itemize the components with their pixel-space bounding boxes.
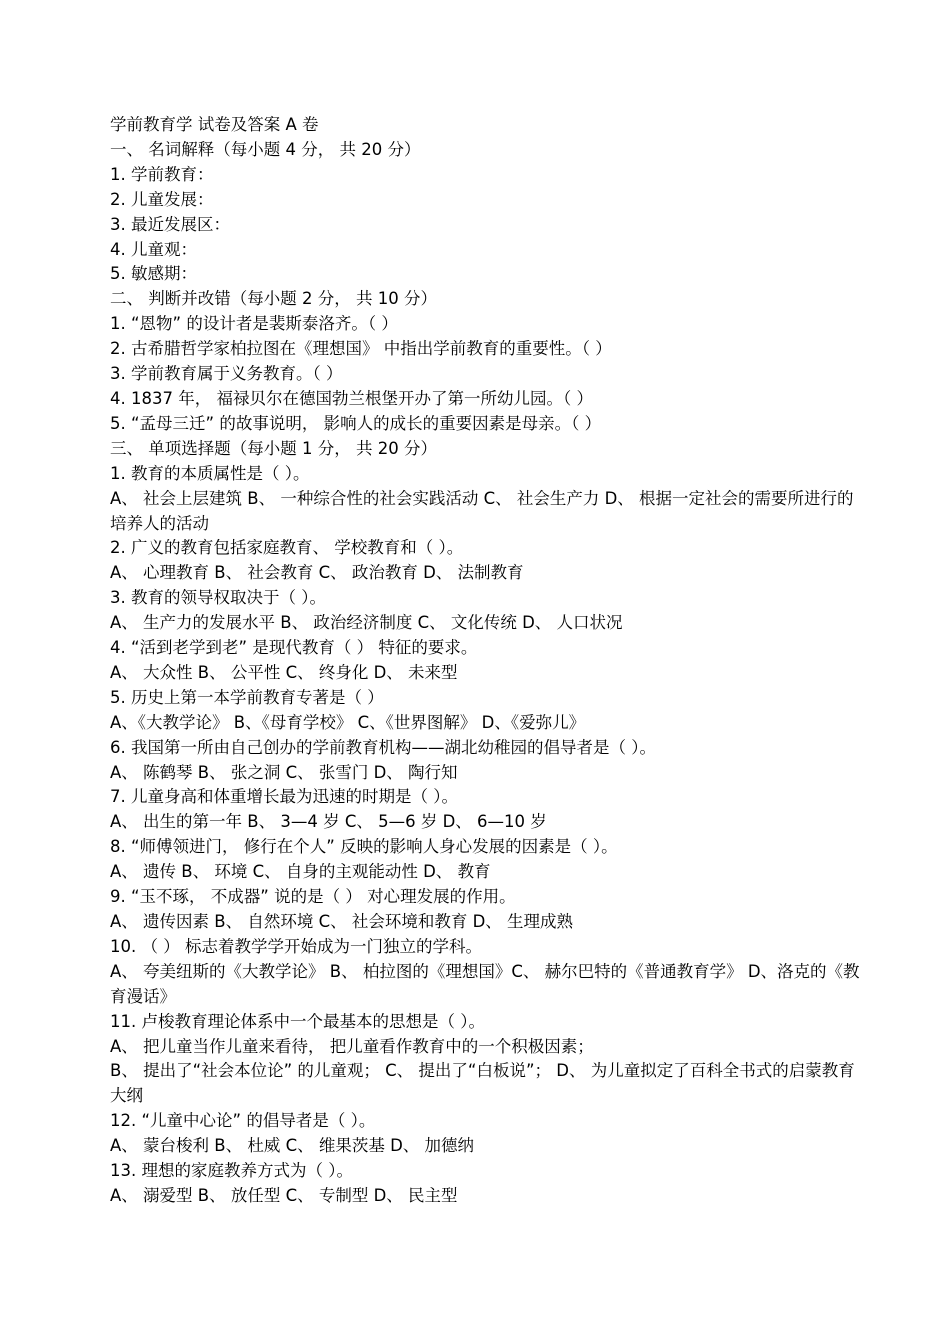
judgment-item: 2. 古希腊哲学家柏拉图在《理想国》 中指出学前教育的重要性。（ ） (110, 339, 612, 359)
section-2-heading: 二、 判断并改错（每小题 2 分， 共 10 分） (110, 289, 437, 309)
question-options: A、 生产力的发展水平 B、 政治经济制度 C、 文化传统 D、 人口状况 (110, 613, 623, 633)
question-text: 12. “儿童中心论” 的倡导者是（ ）。 (110, 1111, 376, 1131)
term-item: 1. 学前教育： (110, 164, 214, 184)
judgment-item: 4. 1837 年， 福禄贝尔在德国勃兰根堡开办了第一所幼儿园。（ ） (110, 388, 593, 408)
question-options: A、 溺爱型 B、 放任型 C、 专制型 D、 民主型 (110, 1185, 458, 1205)
question-options: A、 心理教育 B、 社会教育 C、 政治教育 D、 法制教育 (110, 563, 524, 583)
question-text: 7. 儿童身高和体重增长最为迅速的时期是（ ）。 (110, 787, 458, 807)
judgment-item: 1. “恩物” 的设计者是裴斯泰洛齐。（ ） (110, 314, 398, 334)
question-options: A、 把儿童当作儿童来看待， 把儿童看作教育中的一个积极因素； (110, 1036, 594, 1056)
question-text: 9. “玉不琢， 不成器” 说的是（ ） 对心理发展的作用。 (110, 887, 516, 907)
question-text: 6. 我国第一所由自己创办的学前教育机构——湖北幼稚园的倡导者是（ ）。 (110, 737, 656, 757)
question-options: A、 社会上层建筑 B、 一种综合性的社会实践活动 C、 社会生产力 D、 根据一定社会的需要所进行的培养人的活动 (110, 488, 854, 533)
question-options: A、 陈鹤琴 B、 张之洞 C、 张雪门 D、 陶行知 (110, 762, 458, 782)
term-item: 5. 敏感期： (110, 264, 197, 284)
question-options: A、 遗传 B、 环境 C、 自身的主观能动性 D、 教育 (110, 862, 491, 882)
question-options: A、 大众性 B、 公平性 C、 终身化 D、 未来型 (110, 662, 458, 682)
question-options: A、《大教学论》 B、《母育学校》 C、《世界图解》 D、《爱弥儿》 (110, 712, 586, 732)
term-item: 3. 最近发展区： (110, 214, 230, 234)
judgment-item: 3. 学前教育属于义务教育。（ ） (110, 364, 343, 384)
question-options: A、 蒙台梭利 B、 杜威 C、 维果茨基 D、 加德纳 (110, 1136, 475, 1156)
section-1-heading: 一、 名词解释（每小题 4 分， 共 20 分） (110, 139, 421, 159)
question-options: A、 出生的第一年 B、 3—4 岁 C、 5—6 岁 D、 6—10 岁 (110, 812, 547, 832)
question-options: A、 遗传因素 B、 自然环境 C、 社会环境和教育 D、 生理成熟 (110, 912, 574, 931)
question-text: 10. （ ） 标志着教学学开始成为一门独立的学科。 (110, 936, 482, 956)
section-3-heading: 三、 单项选择题（每小题 1 分， 共 20 分） (110, 438, 437, 458)
question-text: 11. 卢梭教育理论体系中一个最基本的思想是（ ）。 (110, 1011, 485, 1031)
exam-document (110, 113, 870, 1209)
question-text: 3. 教育的领导权取决于（ ）。 (110, 588, 326, 608)
question-text: 2. 广义的教育包括家庭教育、 学校教育和（ ）。 (110, 538, 464, 558)
question-text: 13. 理想的家庭教养方式为（ ）。 (110, 1161, 353, 1181)
document-title: 学前教育学 试卷及答案 A 卷 (110, 115, 319, 134)
judgment-item: 5. “孟母三迁” 的故事说明， 影响人的成长的重要因素是母亲。（ ） (110, 413, 602, 433)
question-options: A、 夸美纽斯的《大教学论》 B、 柏拉图的《理想国》C、 赫尔巴特的《普通教育学》 D、洛克的《教育漫话》 (110, 961, 860, 1006)
term-item: 4. 儿童观： (110, 239, 197, 259)
question-text: 5. 历史上第一本学前教育专著是（ ） (110, 687, 384, 707)
term-item: 2. 儿童发展： (110, 189, 214, 209)
question-text: 4. “活到老学到老” 是现代教育（ ） 特征的要求。 (110, 638, 478, 658)
question-text: 1. 教育的本质属性是（ ）。 (110, 463, 310, 483)
question-options: B、 提出了“社会本位论” 的儿童观； C、 提出了“白板说”； D、 为儿童拟定了百科全书式的启蒙教育大纲 (110, 1061, 855, 1106)
question-text: 8. “师傅领进门， 修行在个人” 反映的影响人身心发展的因素是（ ）。 (110, 837, 618, 857)
